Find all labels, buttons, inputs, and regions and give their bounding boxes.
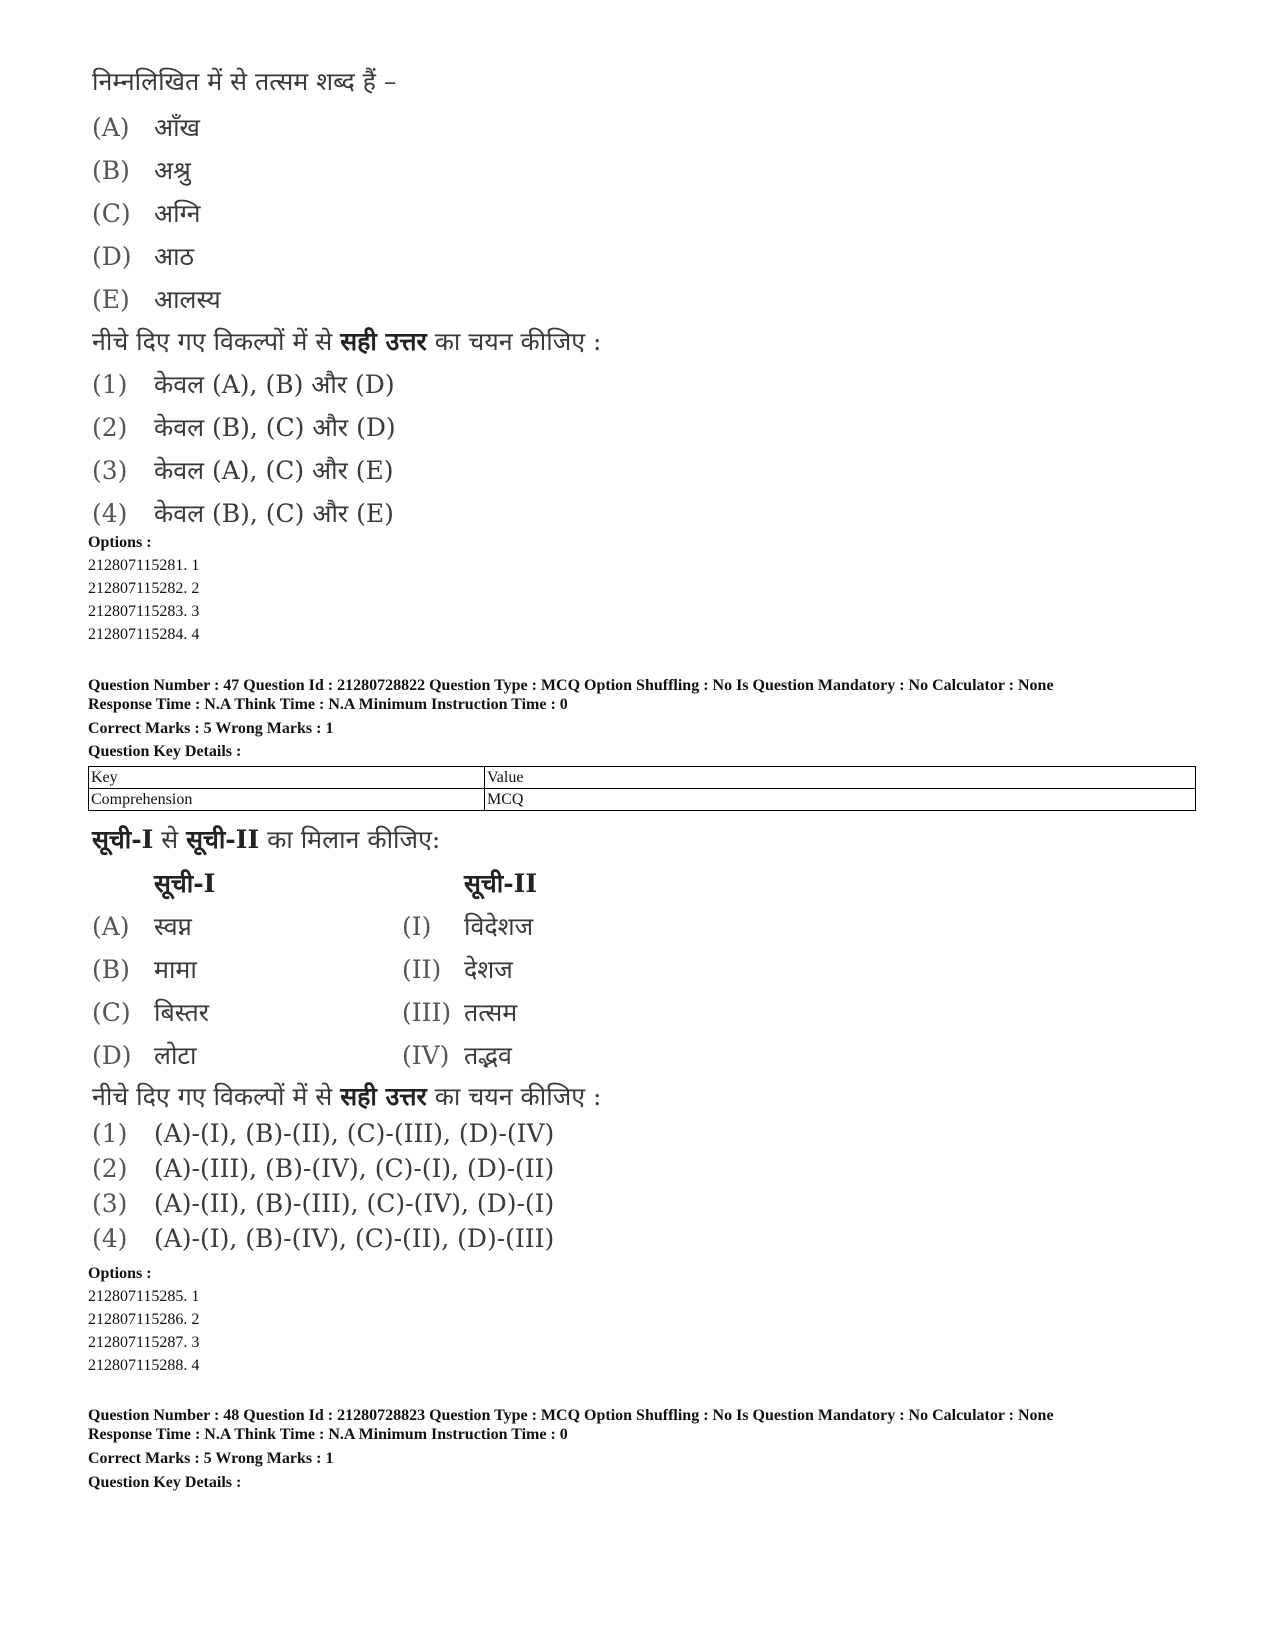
question-46-prompt: निम्नलिखित में से तत्सम शब्द हैं – bbox=[92, 67, 397, 96]
question-47-marks: Correct Marks : 5 Wrong Marks : 1 bbox=[88, 720, 334, 737]
match-row: (C) बिस्तर bbox=[92, 998, 209, 1027]
list-2-heading: सूची-II bbox=[464, 869, 538, 898]
match-row: (A) स्वप्न bbox=[92, 912, 192, 941]
question-46-options bbox=[88, 531, 199, 646]
option-id: 212807115282. 2 bbox=[88, 580, 200, 597]
list-1-heading: सूची-I bbox=[154, 869, 216, 898]
question-47-prompt: सूची-I से सूची-II का मिलान कीजिए: bbox=[92, 825, 441, 854]
question-meta-line: Response Time : N.A Think Time : N.A Minimum Instruction Time : 0 bbox=[88, 696, 568, 713]
question-48-key-heading: Question Key Details : bbox=[88, 1474, 242, 1491]
match-row: (B) मामा bbox=[92, 955, 197, 984]
match-row: (II) देशज bbox=[402, 955, 513, 984]
question-46-item: (B) अश्रु bbox=[92, 156, 191, 185]
question-meta-line: Response Time : N.A Think Time : N.A Minimum Instruction Time : 0 bbox=[88, 1426, 568, 1443]
question-47-key-heading: Question Key Details : bbox=[88, 743, 242, 760]
match-row: (D) लोटा bbox=[92, 1041, 197, 1070]
table-row bbox=[89, 789, 1196, 811]
table-header-cell: Key bbox=[89, 767, 485, 789]
question-47-options bbox=[88, 1262, 199, 1377]
question-46-choice: (2) केवल (B), (C) और (D) bbox=[92, 413, 396, 442]
option-id: 212807115281. 1 bbox=[88, 557, 200, 574]
question-48-marks: Correct Marks : 5 Wrong Marks : 1 bbox=[88, 1450, 334, 1467]
question-46-choice: (3) केवल (A), (C) और (E) bbox=[92, 456, 394, 485]
table-header-row bbox=[89, 767, 1196, 789]
question-47-choice: (1) (A)-(I), (B)-(II), (C)-(III), (D)-(IV) bbox=[92, 1119, 555, 1148]
options-heading: Options : bbox=[88, 1265, 152, 1282]
option-id: 212807115284. 4 bbox=[88, 626, 200, 643]
options-heading: Options : bbox=[88, 534, 152, 551]
table-cell: Comprehension bbox=[89, 789, 485, 811]
question-46-item: (D) आठ bbox=[92, 242, 195, 271]
table-cell: MCQ bbox=[485, 789, 1196, 811]
option-id: 212807115288. 4 bbox=[88, 1357, 200, 1374]
question-48-header bbox=[88, 1406, 1054, 1444]
option-id: 212807115286. 2 bbox=[88, 1311, 200, 1328]
question-47-key-table bbox=[88, 766, 1196, 811]
question-47-header bbox=[88, 676, 1054, 714]
question-46-item: (C) अग्नि bbox=[92, 199, 201, 228]
question-46-choice: (4) केवल (B), (C) और (E) bbox=[92, 499, 394, 528]
question-46-instruction: नीचे दिए गए विकल्पों में से सही उत्तर का चयन कीजिए : bbox=[92, 327, 602, 356]
match-row: (III) तत्सम bbox=[402, 998, 518, 1027]
question-47-choice: (4) (A)-(I), (B)-(IV), (C)-(II), (D)-(III) bbox=[92, 1224, 555, 1253]
question-47-instruction: नीचे दिए गए विकल्पों में से सही उत्तर का चयन कीजिए : bbox=[92, 1082, 602, 1111]
option-id: 212807115285. 1 bbox=[88, 1288, 200, 1305]
question-46-item: (E) आलस्य bbox=[92, 285, 221, 314]
match-row: (I) विदेशज bbox=[402, 912, 534, 941]
question-47-choice: (3) (A)-(II), (B)-(III), (C)-(IV), (D)-(I) bbox=[92, 1189, 555, 1218]
question-meta-line: Question Number : 47 Question Id : 21280728822 Question Type : MCQ Option Shuffling : No Is Question Mandatory : No Calculator : None bbox=[88, 677, 1054, 694]
option-id: 212807115287. 3 bbox=[88, 1334, 200, 1351]
question-46-item: (A) आँख bbox=[92, 113, 201, 142]
question-meta-line: Question Number : 48 Question Id : 21280728823 Question Type : MCQ Option Shuffling : No Is Question Mandatory : No Calculator : None bbox=[88, 1407, 1054, 1424]
table-header-cell: Value bbox=[485, 767, 1196, 789]
question-47-choice: (2) (A)-(III), (B)-(IV), (C)-(I), (D)-(II) bbox=[92, 1154, 555, 1183]
match-row: (IV) तद्भव bbox=[402, 1041, 512, 1070]
question-46-choice: (1) केवल (A), (B) और (D) bbox=[92, 370, 395, 399]
option-id: 212807115283. 3 bbox=[88, 603, 200, 620]
